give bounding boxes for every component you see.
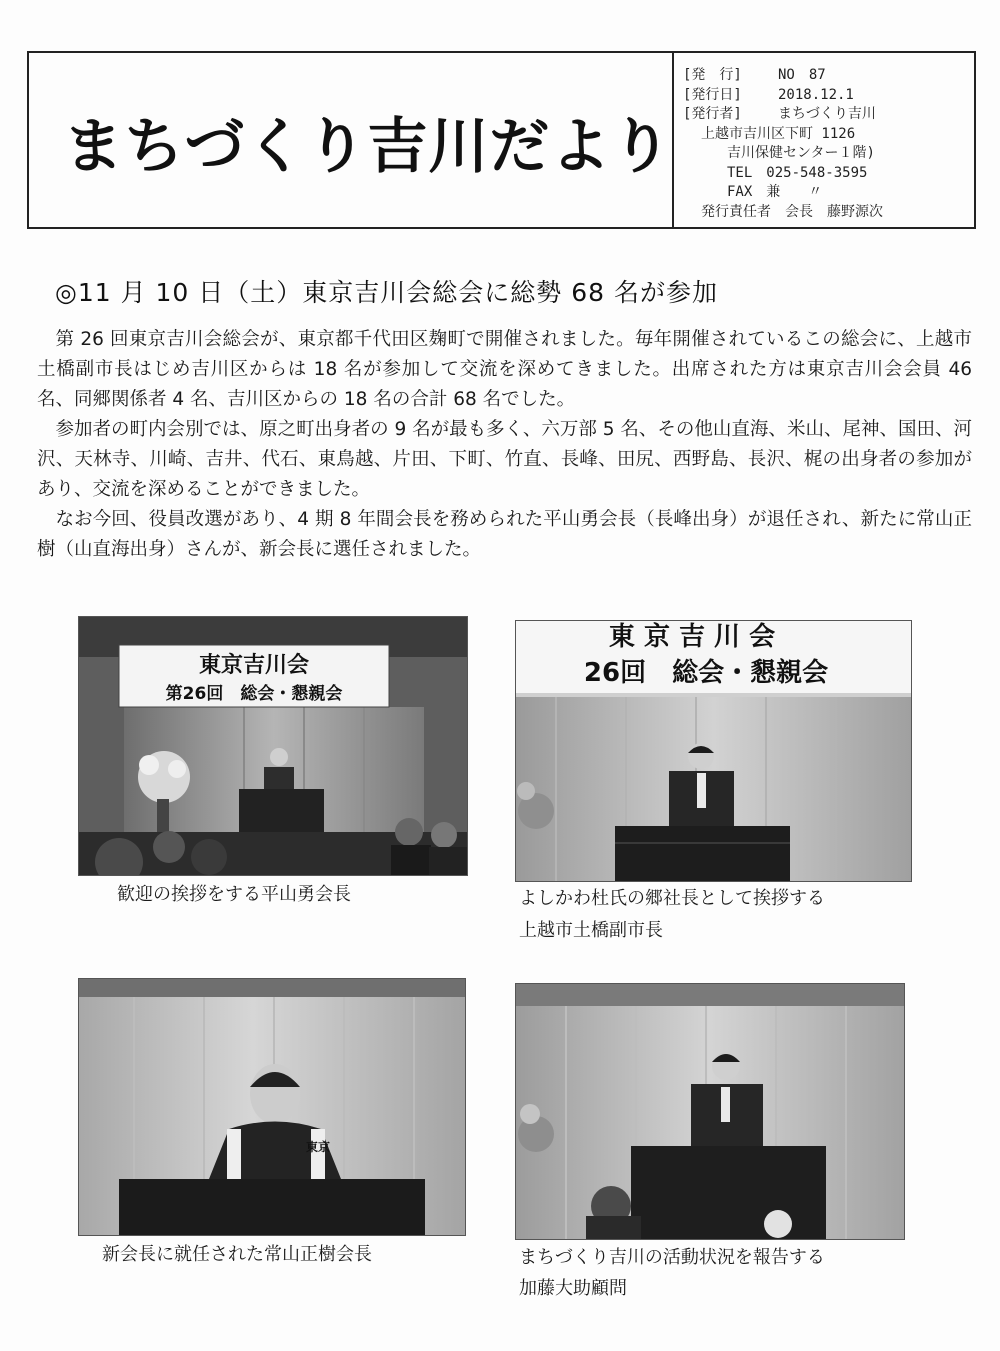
issue-row [683, 66, 973, 86]
caption-photo-4-line1: まちづくり吉川の活動状況を報告する [519, 1247, 825, 1268]
publication-info [683, 66, 973, 222]
caption-photo-4-line2: 加藤大助顧問 [519, 1278, 627, 1299]
publisher-label: [発行者] [683, 106, 742, 122]
newsletter-title: まちづくり吉川だより [63, 112, 673, 182]
photo-advisor-report [515, 983, 905, 1240]
article-body [37, 325, 972, 565]
address-line: 上越市吉川区下町 1126 [701, 125, 856, 142]
photo-deputy-mayor-speech [515, 620, 912, 882]
banner-text-line1: 東京吉川会 [198, 653, 310, 678]
photo-welcome-speech-image [79, 617, 467, 875]
article-paragraph-2: 参加者の町内会別では、原之町出身者の 9 名が最も多く、六万部 5 名、その他山直海、米山、尾神、国田、河沢、天林寺、川崎、吉井、代石、東鳥越、片田、下町、竹直、長峰、田尻、西野島、長沢、梶の出身者の参加があり、交流を深めることができました。 [37, 419, 972, 500]
banner-text-line2: 第26回 総会・懇親会 [165, 684, 343, 704]
caption-photo-2-line2: 上越市土橋副市長 [519, 920, 663, 941]
caption-photo-3: 新会長に就任された常山正樹会長 [102, 1244, 372, 1265]
photo-new-president-image [79, 979, 465, 1235]
address-building: 吉川保健センター１階) [727, 145, 875, 161]
caption-photo-2-line1: よしかわ杜氏の郷社長として挨拶する [519, 888, 825, 909]
caption-photo-1: 歓迎の挨拶をする平山勇会長 [117, 884, 351, 905]
banner2-text-line2: 26回 総会・懇親会 [583, 658, 829, 688]
masthead-box [27, 51, 976, 229]
jacket-text: 東京 [305, 1140, 331, 1154]
photo-advisor-report-image [516, 984, 904, 1239]
article-headline: ◎11 月 10 日（土）東京吉川会総会に総勢 68 名が参加 [55, 278, 718, 307]
date-label: [発行日] [683, 86, 742, 103]
publisher-row [683, 105, 973, 125]
date-value: 2018.12.1 [778, 86, 854, 103]
photo-deputy-mayor-image [516, 621, 911, 881]
fax-line: FAX 兼 〃 [727, 184, 823, 200]
article-paragraph-3: なお今回、役員改選があり、4 期 8 年間会長を務められた平山勇会長（長峰出身）が退任され、新たに常山正樹（山直海出身）さんが、新会長に選任されました。 [37, 509, 972, 560]
editor-line: 発行責任者 会長 藤野源次 [701, 203, 883, 220]
article-paragraph-1: 第 26 回東京吉川会総会が、東京都千代田区麹町で開催されました。毎年開催されているこの総会に、上越市土橋副市長はじめ吉川区からは 18 名が参加して交流を深めてきました。出席された方は東京吉川会会員 46 名、同郷関係者 4 名、吉川区からの 18 名の合計 68 名でした。 [37, 329, 972, 410]
issue-value: NO 87 [778, 67, 826, 83]
photo-welcome-speech [78, 616, 468, 876]
photo-new-president [78, 978, 466, 1236]
publisher-value: まちづくり吉川 [778, 106, 876, 122]
date-row [683, 86, 973, 106]
tel-line: TEL 025-548-3595 [727, 164, 868, 181]
issue-label: [発 行] [683, 67, 742, 83]
masthead-divider [672, 53, 674, 227]
banner2-text-line1: 東 京 吉 川 会 [608, 622, 776, 652]
